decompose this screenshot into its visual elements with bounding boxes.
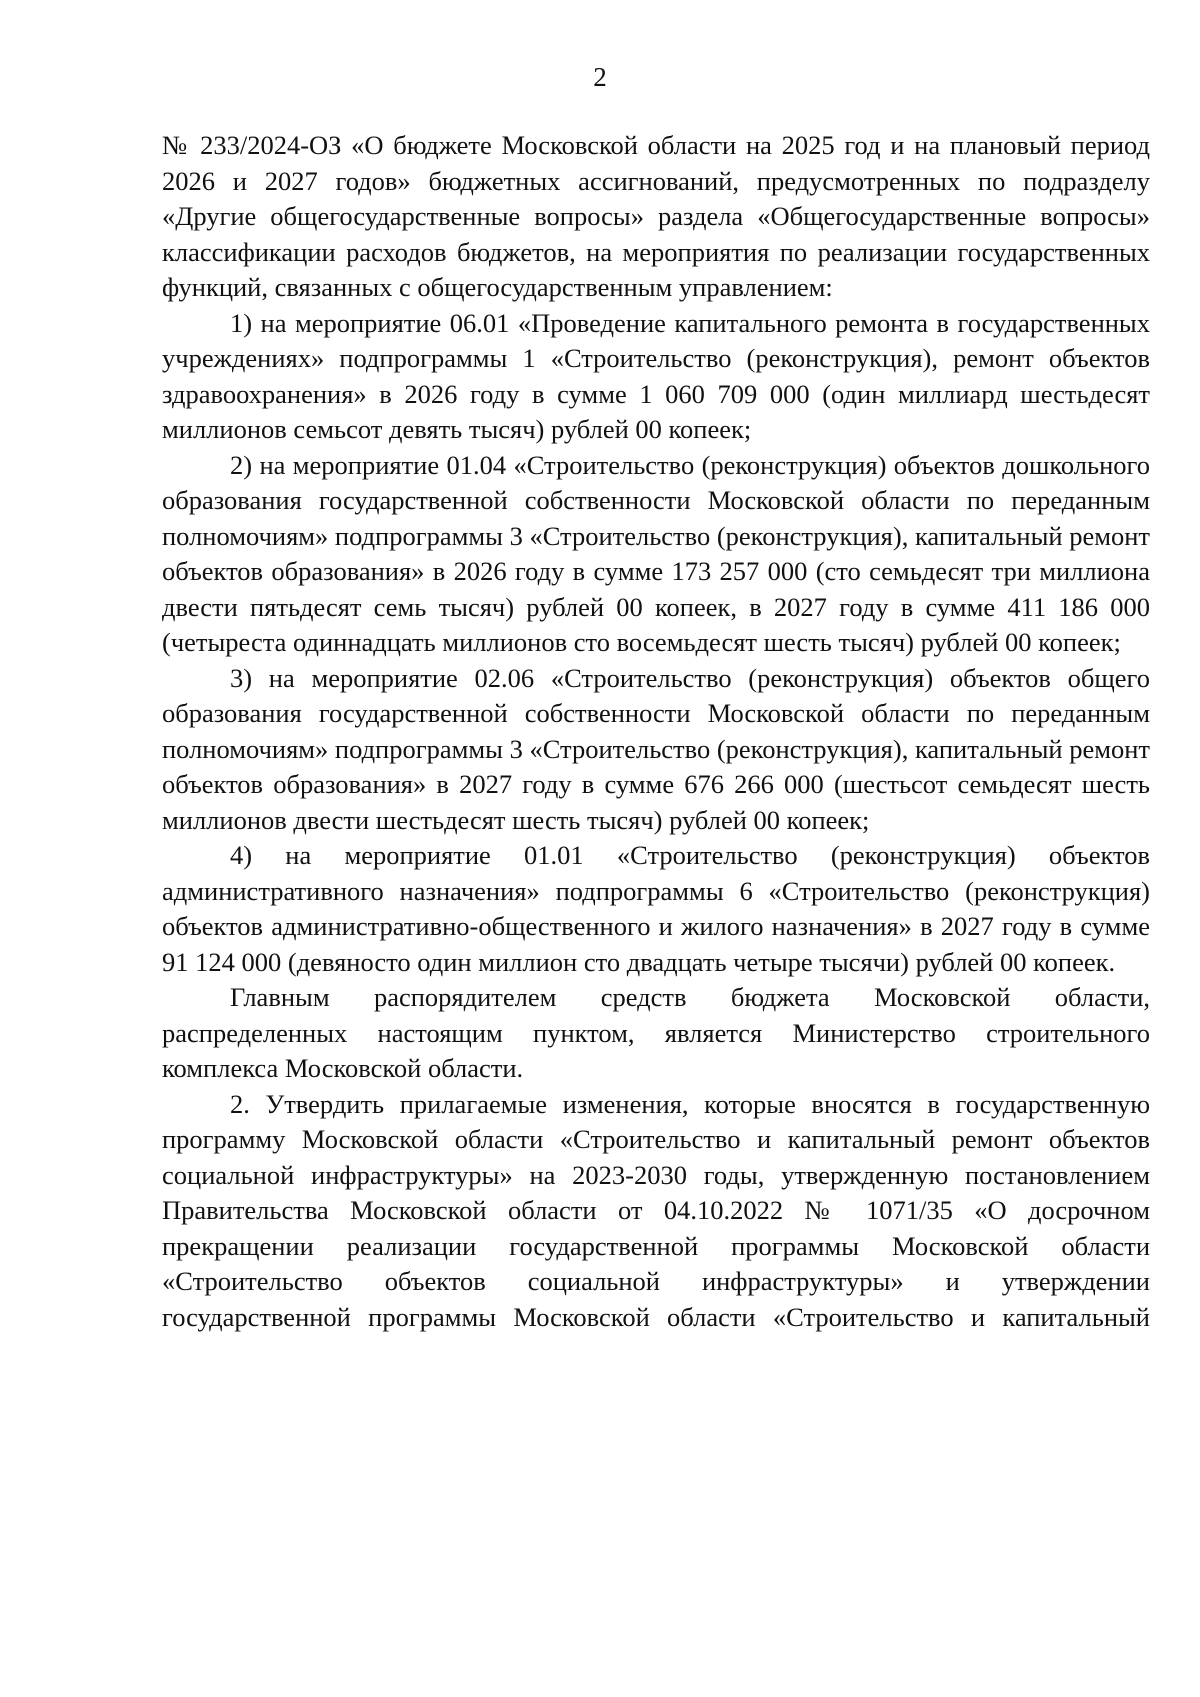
page-number: 2 [593, 62, 607, 92]
document-body [162, 128, 1150, 1335]
paragraph-intro: № 233/2024-ОЗ «О бюджете Московской области на 2025 год и на плановый период 2026 и 2027 годов» бюджетных ассигнований, предусмотренных по подразделу «Другие общегосударственные вопросы» раздела «Общегосударственные вопросы» классификации расходов бюджетов, на мероприятия по реализации государственных функций, связанных с общегосударственным управлением: [162, 130, 1150, 302]
paragraph-item-4: 4) на мероприятие 01.01 «Строительство (реконструкция) объектов административного назначения» подпрограммы 6 «Строительство (реконструкция) объектов административно-общественного и жилого назначения» в 2027 году в сумме 91 124 000 (девяносто один миллион сто двадцать четыре тысячи) рублей 00 копеек. [162, 840, 1150, 977]
paragraph-item-2: 2) на мероприятие 01.04 «Строительство (реконструкция) объектов дошкольного образования государственной собственности Московской области по переданным полномочиям» подпрограммы 3 «Строительство (реконструкция), капитальный ремонт объектов образования» в 2026 году в сумме 173 257 000 (сто семьдесят три миллиона двести пятьдесят семь тысяч) рублей 00 копеек, в 2027 году в сумме 411 186 000 (четыреста одиннадцать миллионов сто восемьдесят шесть тысяч) рублей 00 копеек; [162, 449, 1150, 657]
paragraph-chief-administrator: Главным распорядителем средств бюджета Московской области, распределенных настоящим пунктом, является Министерство строительного комплекса Московской области. [162, 982, 1150, 1083]
paragraph-item-1: 1) на мероприятие 06.01 «Проведение капитального ремонта в государственных учреждениях» подпрограммы 1 «Строительство (реконструкция), ремонт объектов здравоохранения» в 2026 году в сумме 1 060 709 000 (один миллиард шестьдесят миллионов семьсот девять тысяч) рублей 00 копеек; [162, 307, 1150, 444]
paragraph-item-3: 3) на мероприятие 02.06 «Строительство (реконструкция) объектов общего образования государственной собственности Московской области по переданным полномочиям» подпрограммы 3 «Строительство (реконструкция), капитальный ремонт объектов образования» в 2027 году в сумме 676 266 000 (шестьсот семьдесят шесть миллионов двести шестьдесят шесть тысяч) рублей 00 копеек; [162, 662, 1150, 835]
paragraph-approve-changes: 2. Утвердить прилагаемые изменения, которые вносятся в государственную программу Московской области «Строительство и капитальный ремонт объектов социальной инфраструктуры» на 2023-2030 годы, утвержденную постановлением Правительства Московской области от 04.10.2022 № 1071/35 «О досрочном прекращении реализации государственной программы Московской области «Строительство объектов социальной инфраструктуры» и утверждении государственной программы Московской области «Строительство и капитальный [162, 1088, 1150, 1332]
